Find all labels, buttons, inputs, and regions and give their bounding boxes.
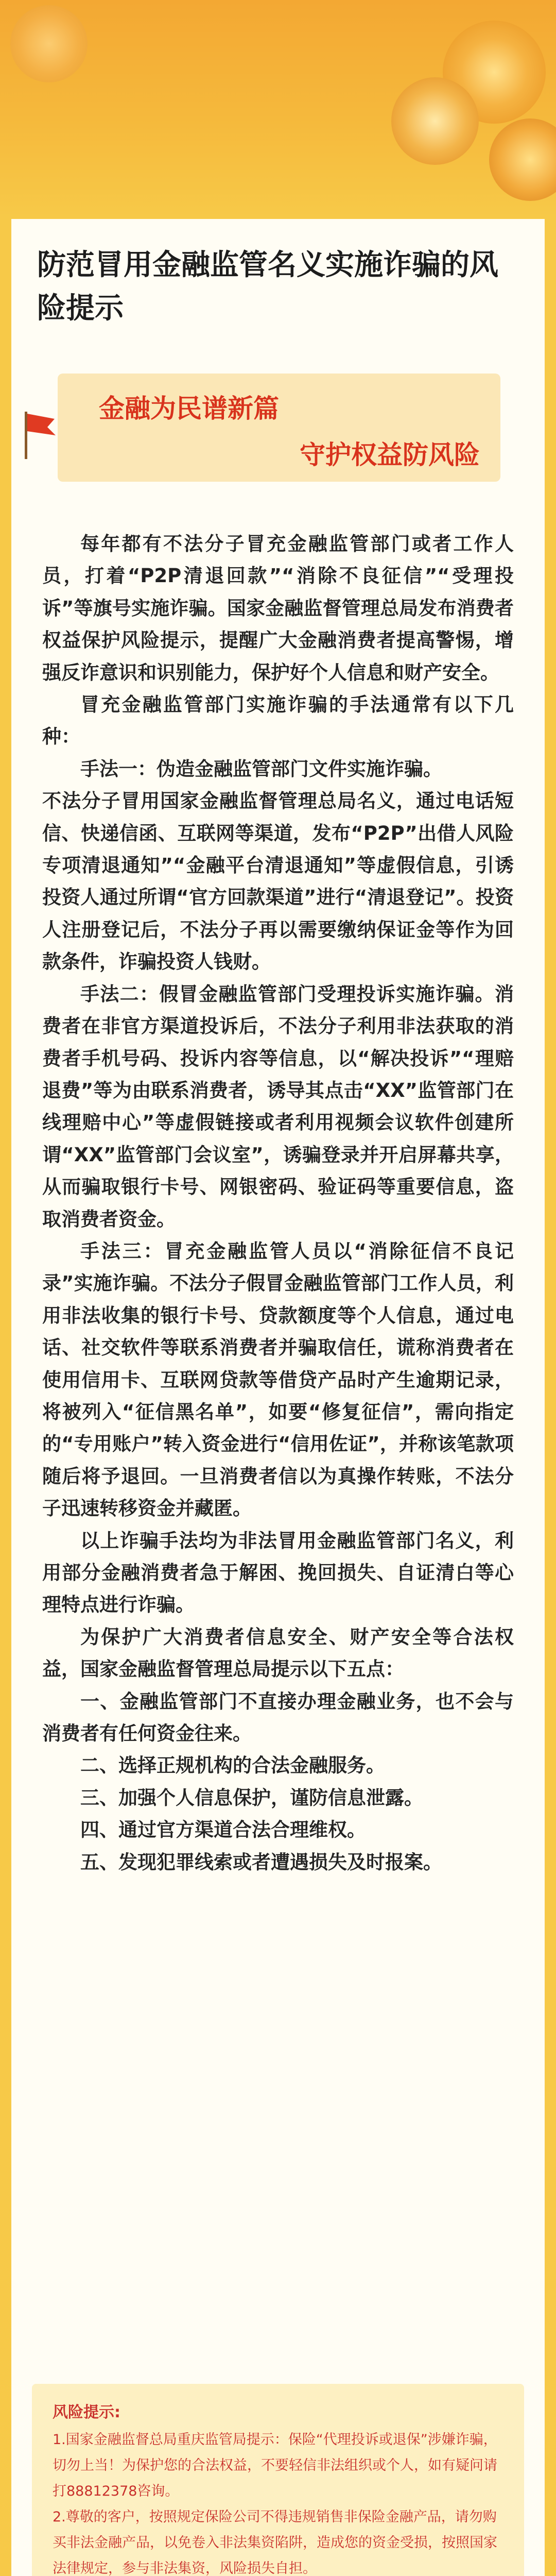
slogan-line-2: 守护权益防风险 [300,440,480,470]
paragraph: 手法二：假冒金融监管部门受理投诉实施诈骗。消费者在非官方渠道投诉后，不法分子利用非法获取的消费者手机号码、投诉内容等信息，以“解决投诉”“理赔退费”等为由联系消费者，诱导其点击“XX”监管部门在线理赔中心”等虚假链接或者利用视频会议软件创建所谓“XX”监管部门会议室”，诱骗登录并开启屏幕共享，从而骗取银行卡号、网银密码、验证码等重要信息，盗取消费者资金。 [42,982,514,1230]
risk-notice-list [53,2427,506,2576]
risk-notice-title: 风险提示: [53,2403,120,2421]
paragraph: 每年都有不法分子冒充金融监管部门或者工作人员，打着“P2P清退回款”“消除不良征信”“受理投诉”等旗号实施诈骗。国家金融监督管理总局发布消费者权益保护风险提示，提醒广大金融消费者提高警惕，增强反诈意识和识别能力，保护好个人信息和财产安全。 [42,533,514,684]
paragraph: 手法三：冒充金融监管人员以“消除征信不良记录”实施诈骗。不法分子假冒金融监管部门工作人员，利用非法收集的银行卡号、贷款额度等个人信息，通过电话、社交软件等联系消费者并骗取信任，谎称消费者在使用信用卡、互联网贷款等借贷产品时产生逾期记录，将被列入“征信黑名单”，如要“修复征信”，需向指定的“专用账户”转入资金进行“信用佐证”，并称该笔款项随后将予退回。一旦消费者信以为真操作转账，不法分子迅速转移资金并藏匿。 [42,1240,514,1520]
flower-decoration [489,118,556,201]
page-title: 防范冒用金融监管名义实施诈骗的风险提示 [37,248,498,325]
risk-notice-item: 1.国家金融监督总局重庆监管局提示：保险“代理投诉或退保”涉嫌诈骗，切勿上当！为保护您的合法权益，不要轻信非法组织或个人，如有疑问请打88812378咨询。 [53,2432,497,2499]
paragraph: 三、加强个人信息保护，谨防信息泄露。 [80,1786,423,1809]
paragraph: 以上诈骗手法均为非法冒用金融监管部门名义，利用部分金融消费者急于解困、挽回损失、自证清白等心理特点进行诈骗。 [42,1529,514,1616]
paragraph: 不法分子冒用国家金融监督管理总局名义，通过电话短信、快递信函、互联网等渠道，发布“P2P”出借人风险专项清退通知”“金融平台清退通知”等虚假信息，引诱投资人通过所谓“官方回款渠道”进行“清退登记”。投资人注册登记后，不法分子再以需要缴纳保证金等作为回款条件，诈骗投资人钱财。 [42,790,514,973]
flower-decoration [391,77,479,165]
flag-icon [22,410,58,461]
paragraph: 二、选择正规机构的合法金融服务。 [80,1754,385,1777]
paragraph: 四、通过官方渠道合法合理维权。 [80,1819,366,1841]
paragraph: 五、发现犯罪线索或者遭遇损失及时报案。 [80,1851,442,1873]
paragraph: 手法一：伪造金融监管部门文件实施诈骗。 [80,757,442,780]
risk-notice-item: 2.尊敬的客户，按照规定保险公司不得违规销售非保险金融产品，请勿购买非法金融产品，以免卷入非法集资陷阱，造成您的资金受损，按照国家法律规定，参与非法集资，风险损失自担。 [53,2509,497,2576]
flower-decoration [10,5,88,82]
article-card [11,219,545,2576]
risk-notice-box [32,2384,524,2576]
slogan-line-1: 金融为民谱新篇 [99,394,279,423]
paragraph: 一、金融监管部门不直接办理金融业务，也不会与消费者有任何资金往来。 [42,1690,514,1745]
paragraph: 为保护广大消费者信息安全、财产安全等合法权益，国家金融监督管理总局提示以下五点： [42,1625,514,1681]
paragraph: 冒充金融监管部门实施诈骗的手法通常有以下几种： [42,693,514,748]
top-banner [0,0,556,216]
article-body [42,528,514,1878]
slogan-banner [58,374,500,482]
